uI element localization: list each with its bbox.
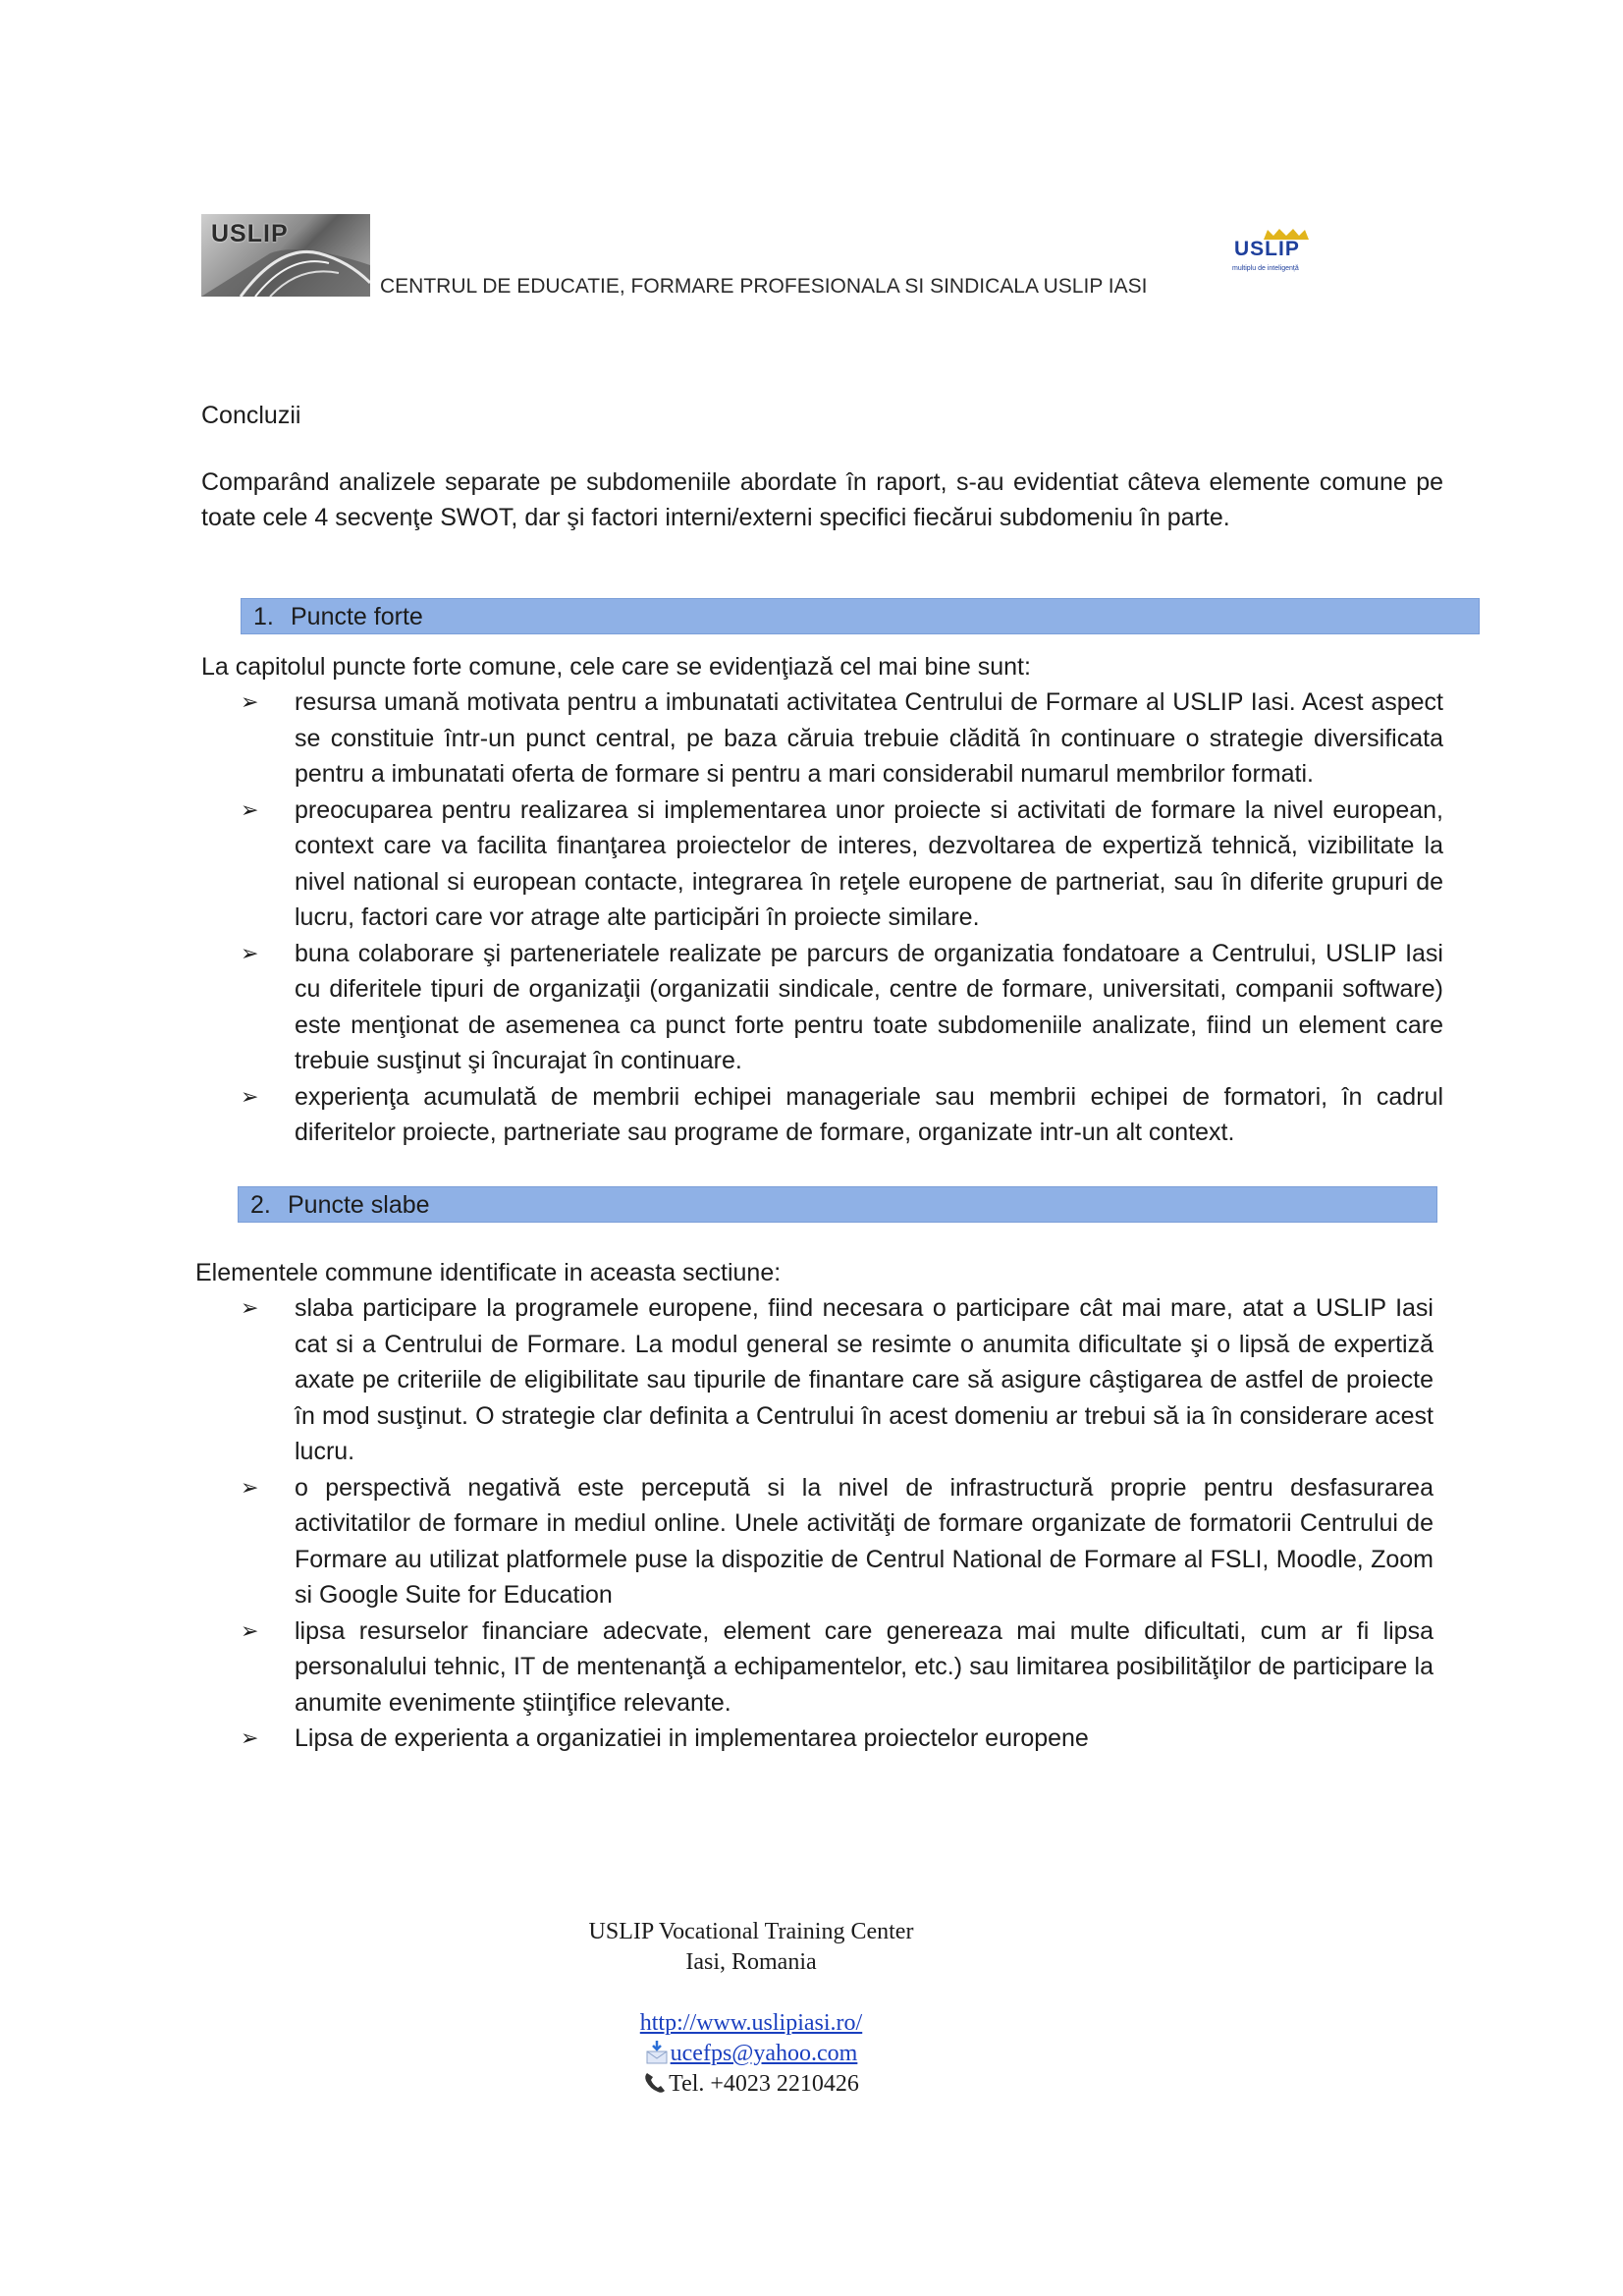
list-item-text: resursa umană motivata pentru a imbunatati activitatea Centrului de Formare al USLIP Iasi. Acest aspect se constituie într-un punct central, pe baza căruia trebuie clădită în continuare o strategie diversificata pentru a imbunatati oferta de formare si pentru a mari considerabil numarul membrilor formati. [295, 688, 1443, 788]
section-bar-strengths [241, 598, 1480, 634]
arrow-bullet-icon: ➢ [241, 796, 259, 822]
list-item-text: lipsa resurselor financiare adecvate, element care genereaza mai multe dificultati, cum ar fi lipsa personalului tehnic, IT de mentenanţă a echipamentelor, etc.) sau limitarea posibilităţilor de participare la anumite evenimente ştiinţifice relevante. [295, 1616, 1434, 1717]
header-title: CENTRUL DE EDUCATIE, FORMARE PROFESIONALA SI SINDICALA USLIP IASI [380, 275, 1148, 298]
strengths-list [201, 684, 1443, 1151]
email-link[interactable]: ucefps@yahoo.com [670, 2041, 858, 2066]
section-title: Puncte slabe [288, 1190, 430, 1219]
left-logo-text: USLIP [211, 220, 289, 247]
list-item-text: slaba participare la programele europene, fiind necesara o participare cât mai mare, atat a USLIP Iasi cat si a Centrului de Formare. La modul general se resimte o anumita dificultate şi o lipsă de expertiză axate pe criteriile de eligibilitate sau tipurile de finantare care să asigure câştigarea de astfel de proiecte în mod susţinut. O strategie clar definita a Centrului în acest domeniu ar trebui să ia în considerare acest lucru. [295, 1294, 1434, 1465]
intro-paragraph: Comparând analizele separate pe subdomeniile abordate în raport, s-au evidentiat câteva elemente comune pe toate cele 4 secvenţe SWOT, dar şi factori interni/externi specifici fiecărui subdomeniu în parte. [201, 467, 1443, 531]
list-item [201, 1470, 1434, 1613]
right-logo-tagline: multiplu de inteligență [1232, 265, 1299, 272]
section-bar-weaknesses [238, 1186, 1437, 1223]
list-item [201, 1290, 1434, 1470]
arrow-bullet-icon: ➢ [241, 689, 259, 714]
phone-text: Tel. +4023 2210426 [669, 2071, 859, 2097]
list-item-text: Lipsa de experienta a organizatiei in implementarea proiectelor europene [295, 1724, 1089, 1752]
list-item-text: preocuparea pentru realizarea si implementarea unor proiecte si activitati de formare la nivel european, context care va facilita finanţarea proiectelor de interes, dezvoltarea de expertiză tehnică, vizibilitate la nivel national si european contacte, integrarea în reţele europene de partneriat, sau în diferite grupuri de lucru, factori care vor atrage alte participări în proiecte similare. [295, 795, 1443, 931]
footer-org: USLIP Vocational Training Center [588, 1919, 914, 1944]
arrow-bullet-icon: ➢ [241, 1725, 259, 1750]
weaknesses-list [201, 1290, 1434, 1757]
section-intro: La capitolul puncte forte comune, cele care se evidenţiază cel mai bine sunt: [201, 652, 1031, 681]
list-item [201, 1613, 1434, 1722]
section-number: 2. [250, 1190, 271, 1219]
list-item-text: buna colaborare şi parteneriatele realizate pe parcurs de organizatia fondatoare a Centrului, USLIP Iasi cu diferitele tipuri de organizaţii (organizatii sindicale, centre de formare, universitati, companii software) este menţionat de asemenea ca punct forte pentru toate subdomeniile analizate, fiind un element care trebuie susţinut şi încurajat în continuare. [295, 939, 1443, 1074]
list-item-text: o perspectivă negativă este percepută si la nivel de infrastructură proprie pentru desfasurarea activitatilor de formare in mediul online. Unele activităţi de formare organizate de formatorii Centrului de Formare au utilizat platformele puse la dispozitie de Centrul National de Formare al FSLI, Moodle, Zoom si Google Suite for Education [295, 1473, 1434, 1609]
email-icon [645, 2041, 669, 2064]
right-logo-text: USLIP [1234, 238, 1300, 260]
footer-city: Iasi, Romania [685, 1949, 817, 1975]
list-item [201, 936, 1443, 1079]
arrow-bullet-icon: ➢ [241, 940, 259, 965]
uslip-logo [1213, 228, 1360, 287]
arrow-bullet-icon: ➢ [241, 1617, 259, 1643]
list-item [201, 1079, 1443, 1151]
arrow-bullet-icon: ➢ [241, 1295, 259, 1320]
page-footer [0, 1917, 1502, 2100]
arrow-bullet-icon: ➢ [241, 1474, 259, 1500]
phone-icon [643, 2071, 667, 2095]
section-intro: Elementele commune identificate in aceasta sectiune: [195, 1258, 782, 1286]
website-link[interactable]: http://www.uslipiasi.ro/ [639, 2010, 863, 2036]
list-item-text: experienţa acumulată de membrii echipei manageriale sau membrii echipei de formatori, în cadrul diferitelor proiecte, partneriate sau programe de formare, organizate intr-un alt context. [295, 1082, 1443, 1146]
section-number: 1. [253, 602, 274, 630]
document-body [195, 398, 1443, 1757]
list-item [201, 793, 1443, 936]
uslip-book-logo [201, 214, 370, 297]
conclusions-heading: Concluzii [201, 402, 301, 429]
list-item [201, 684, 1443, 793]
list-item [201, 1721, 1434, 1757]
page-header [201, 214, 1360, 307]
arrow-bullet-icon: ➢ [241, 1083, 259, 1109]
section-title: Puncte forte [291, 602, 423, 630]
